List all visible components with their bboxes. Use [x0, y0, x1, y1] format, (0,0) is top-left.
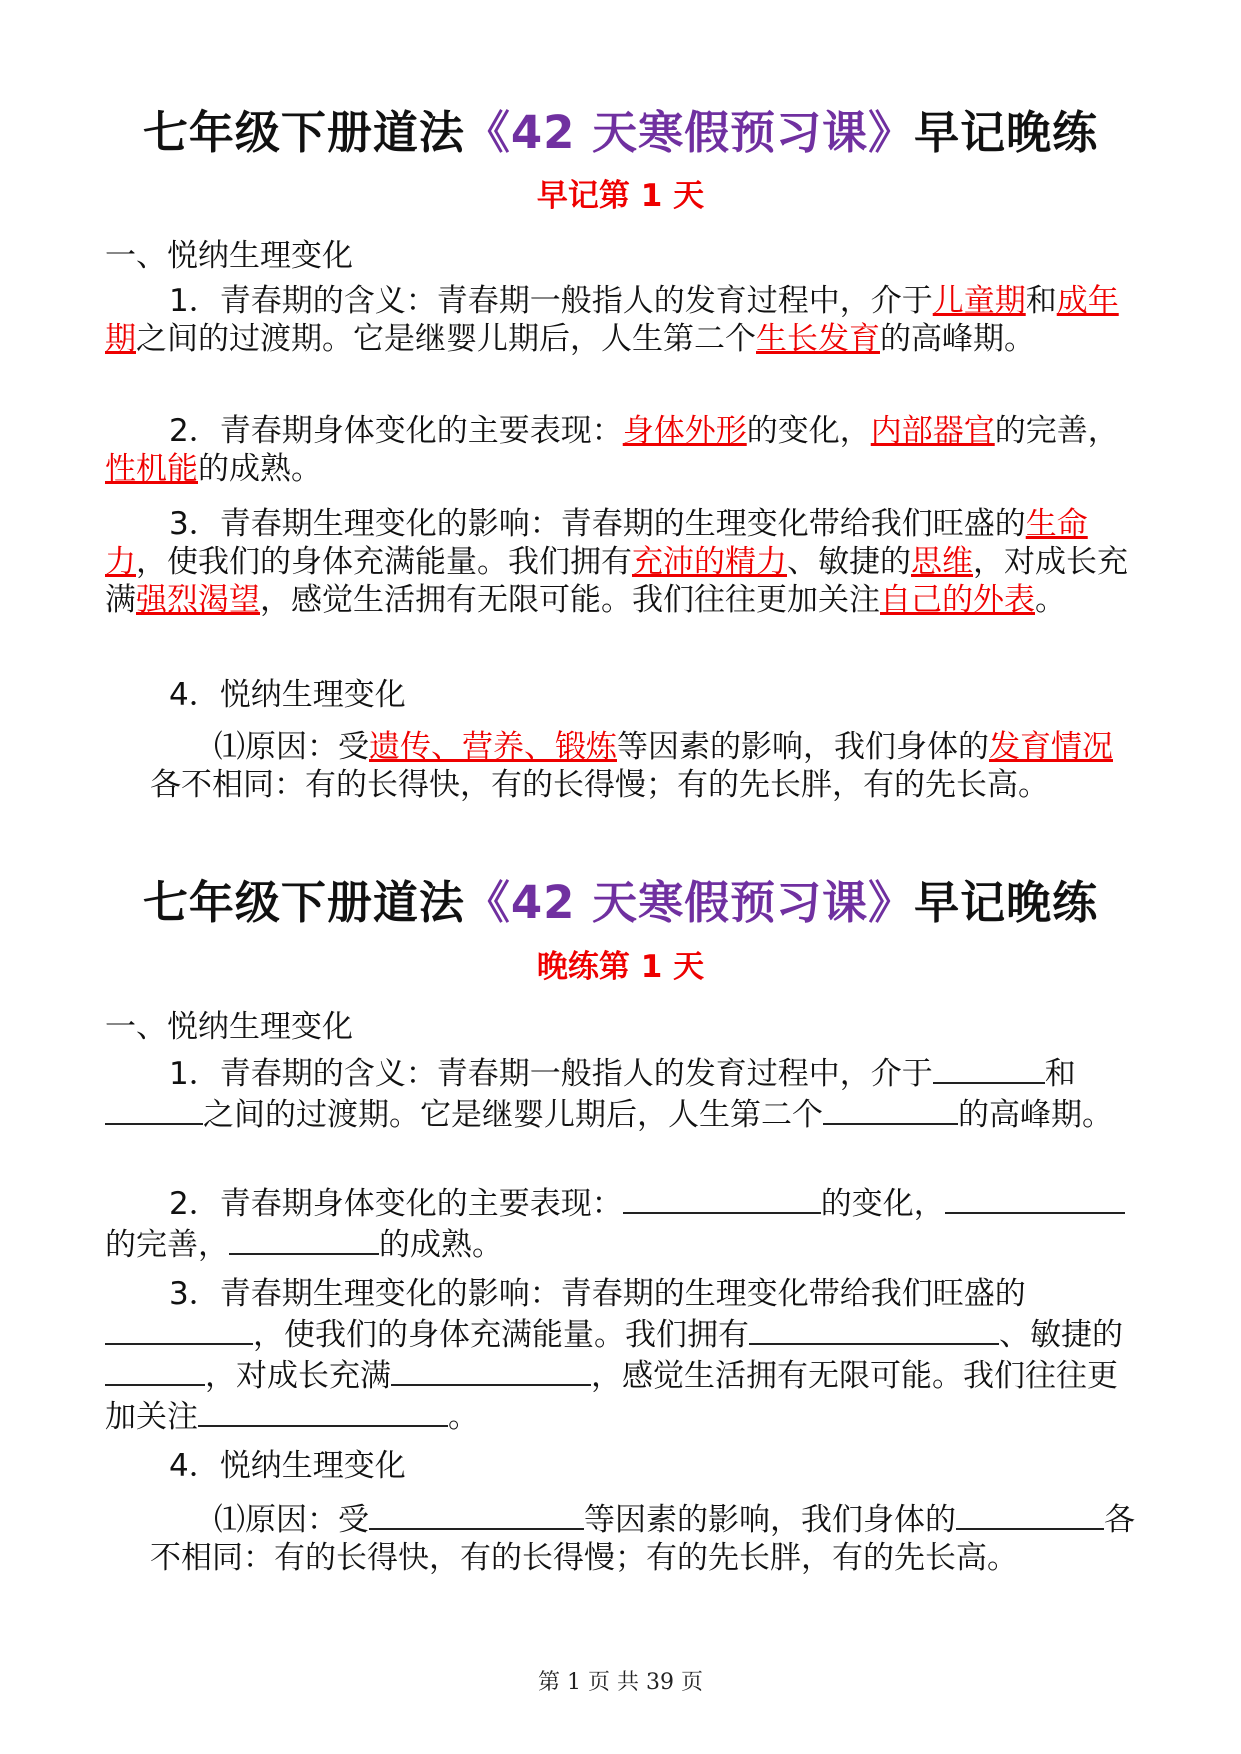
- answer-text: 内部器官: [870, 413, 995, 449]
- answer-blank[interactable]: [749, 1313, 999, 1345]
- evening-title: [0, 866, 1241, 931]
- text: 等因素的影响，我们身体的: [584, 1502, 956, 1538]
- text: ，感觉生活拥有无限可能。我们往往更加关注: [260, 582, 880, 618]
- answer-blank[interactable]: [105, 1313, 253, 1345]
- evening-subtitle: 晚练第 1 天: [536, 949, 705, 985]
- title-prefix: 七年级下册道法: [142, 876, 465, 929]
- text: ，使我们的身体充满能量。我们拥有: [136, 544, 632, 580]
- answer-text: 儿童期: [932, 283, 1026, 319]
- evening-paragraph-1: [105, 1052, 1135, 1134]
- answer-text: 身体外形: [622, 413, 747, 449]
- answer-text: 自己的外表: [880, 582, 1035, 618]
- title-prefix: 七年级下册道法: [142, 106, 465, 159]
- evening-paragraph-2: [105, 1182, 1135, 1264]
- morning-paragraph-5: [150, 728, 1140, 804]
- title-suffix: 早记晚练: [914, 106, 1099, 159]
- text: 、敏捷的: [787, 544, 911, 580]
- text: ⑴原因：受: [214, 729, 369, 765]
- title-suffix: 早记晚练: [914, 876, 1099, 929]
- morning-paragraph-4: 4．悦纳生理变化: [169, 677, 406, 713]
- answer-text: 生命力: [105, 506, 1088, 580]
- answer-text: 思维: [911, 544, 973, 580]
- text: 和: [1025, 283, 1057, 319]
- text: 各不相同：有的长得快，有的长得慢；有的先长胖，有的先长高。: [150, 1502, 1135, 1576]
- text: ，对成长充满: [205, 1358, 391, 1394]
- text: ，使我们的身体充满能量。我们拥有: [253, 1317, 749, 1353]
- morning-title: [0, 96, 1241, 161]
- text: 1．青春期的含义：青春期一般指人的发育过程中，介于: [169, 283, 933, 319]
- answer-text: 发育情况: [989, 729, 1113, 765]
- answer-blank[interactable]: [623, 1182, 821, 1214]
- text: ，感觉生活拥有无限可能。我们往往更加关注: [105, 1358, 1118, 1435]
- morning-subtitle: 早记第 1 天: [536, 178, 705, 214]
- text: 的完善，: [994, 413, 1119, 449]
- text: 的变化，: [746, 413, 871, 449]
- evening-paragraph-5: [150, 1498, 1140, 1577]
- answer-blank[interactable]: [229, 1223, 379, 1255]
- answer-text: 性机能: [105, 451, 198, 487]
- text: 2．青春期身体变化的主要表现：: [169, 1186, 623, 1222]
- title-course-name: 《42 天寒假预习课》: [464, 876, 915, 929]
- text: 3．青春期生理变化的影响：青春期的生理变化带给我们旺盛的: [169, 506, 1026, 542]
- text: 的成熟。: [198, 451, 322, 487]
- text: 2．青春期身体变化的主要表现：: [169, 413, 623, 449]
- text: 等因素的影响，我们身体的: [617, 729, 989, 765]
- text: 。: [448, 1399, 479, 1435]
- text: 和: [1044, 1056, 1076, 1092]
- evening-paragraph-4: 4．悦纳生理变化: [169, 1448, 406, 1484]
- morning-section-heading: 一、悦纳生理变化: [105, 238, 353, 274]
- answer-blank[interactable]: [945, 1182, 1125, 1214]
- morning-paragraph-3: [105, 505, 1135, 619]
- morning-paragraph-1: [105, 282, 1135, 358]
- answer-text: 遗传、营养、锻炼: [369, 729, 617, 765]
- page-number-footer: 第 1 页 共 39 页: [538, 1670, 703, 1695]
- answer-blank[interactable]: [933, 1052, 1045, 1084]
- text: 之间的过渡期。它是继婴儿期后，人生第二个: [136, 321, 756, 357]
- evening-section-heading: 一、悦纳生理变化: [105, 1009, 353, 1045]
- text: 的高峰期。: [958, 1097, 1113, 1133]
- text: 的完善，: [105, 1227, 229, 1263]
- text: ⑴原因：受: [214, 1502, 369, 1538]
- answer-blank[interactable]: [369, 1498, 584, 1530]
- answer-blank[interactable]: [823, 1093, 958, 1125]
- answer-blank[interactable]: [198, 1395, 448, 1427]
- text: 之间的过渡期。它是继婴儿期后，人生第二个: [203, 1097, 823, 1133]
- text: ，对成长充满: [105, 544, 1128, 618]
- answer-text: 充沛的精力: [632, 544, 787, 580]
- answer-blank[interactable]: [105, 1093, 203, 1125]
- text: 1．青春期的含义：青春期一般指人的发育过程中，介于: [169, 1056, 933, 1092]
- text: 。: [1035, 582, 1066, 618]
- answer-text: 强烈渴望: [136, 582, 260, 618]
- answer-blank[interactable]: [391, 1354, 591, 1386]
- text: 的成熟。: [379, 1227, 503, 1263]
- text: 的高峰期。: [880, 321, 1035, 357]
- evening-paragraph-3: [105, 1275, 1135, 1436]
- text: 的变化，: [820, 1186, 945, 1222]
- text: 各不相同：有的长得快，有的长得慢；有的先长胖，有的先长高。: [150, 767, 1049, 803]
- answer-text: 生长发育: [756, 321, 880, 357]
- title-course-name: 《42 天寒假预习课》: [464, 106, 915, 159]
- text: 、敏捷的: [999, 1317, 1123, 1353]
- answer-blank[interactable]: [105, 1354, 205, 1386]
- text: 3．青春期生理变化的影响：青春期的生理变化带给我们旺盛的: [169, 1276, 1026, 1312]
- morning-paragraph-2: [105, 412, 1135, 488]
- answer-text: 成年期: [105, 283, 1119, 357]
- answer-blank[interactable]: [956, 1498, 1104, 1530]
